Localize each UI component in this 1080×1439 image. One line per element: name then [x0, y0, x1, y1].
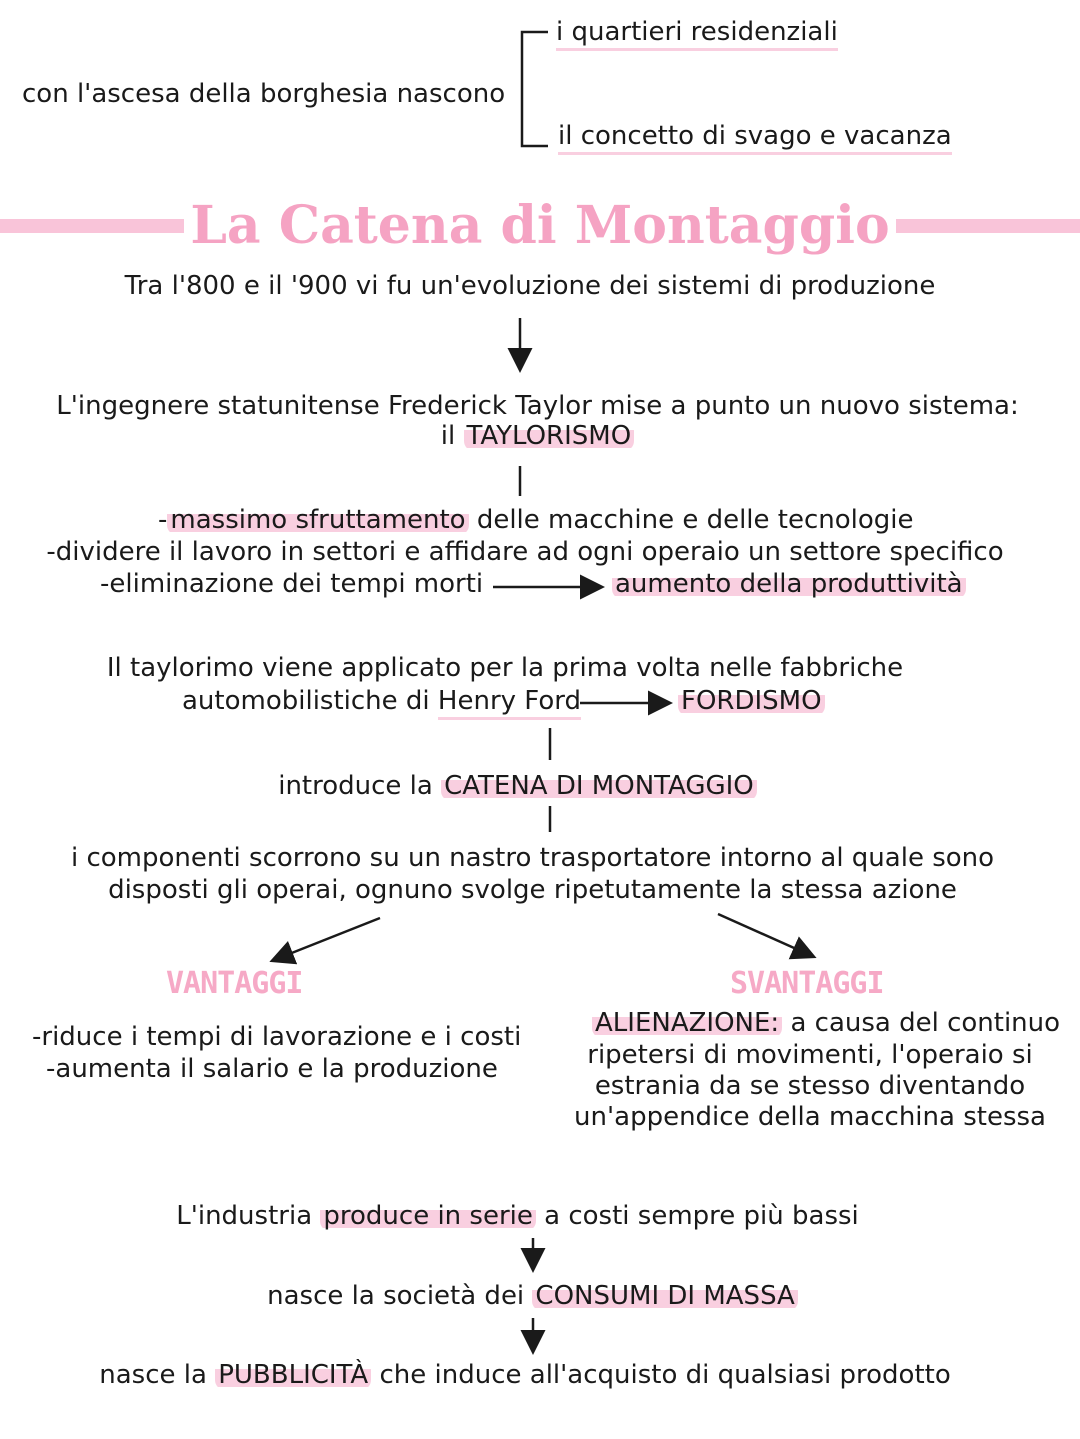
point-3-result [612, 568, 966, 600]
svantaggi-line-3: estrania da se stesso diventando [594, 1071, 1026, 1101]
point-3-result-text: aumento della produttività [612, 569, 966, 599]
fordismo-term: FORDISMO [678, 686, 825, 716]
catena-prefix: introduce la [278, 771, 442, 801]
consumi-di-massa: CONSUMI DI MASSA [532, 1281, 797, 1311]
statement-evoluzione: Tra l'800 e il '900 vi fu un'evoluzione dei sistemi di produzione [124, 271, 936, 301]
branch-residenziali [556, 16, 838, 48]
branch-svago [558, 120, 952, 152]
produce-in-serie: produce in serie [320, 1201, 536, 1231]
bottom-2-prefix: nasce la società dei [267, 1281, 533, 1311]
point-1 [158, 504, 914, 536]
svantaggi-line-2: ripetersi di movimenti, l'operaio si [587, 1040, 1033, 1070]
svantaggi-line-1 [592, 1007, 1060, 1039]
point-1-rest: delle macchine e delle tecnologie [468, 505, 914, 535]
taylorismo-line [0, 420, 1075, 452]
point-3: -eliminazione dei tempi morti [100, 569, 484, 599]
page-title [0, 188, 1080, 264]
svantaggi-line-1-rest: a causa del continuo [782, 1008, 1061, 1038]
henry-ford: Henry Ford [438, 686, 581, 720]
ford-line-2-prefix: automobilistiche di [182, 686, 438, 716]
bottom-line-2 [0, 1280, 1065, 1312]
alienazione-term: ALIENAZIONE: [592, 1008, 782, 1038]
vantaggi-heading: VANTAGGI [166, 966, 303, 1001]
bottom-line-3 [0, 1359, 1050, 1391]
bottom-1-rest: a costi sempre più bassi [535, 1201, 859, 1231]
point-1-dash: - [158, 505, 168, 535]
desc-line-1: i componenti scorrono su un nastro trasportatore intorno al quale sono [70, 843, 995, 873]
bottom-line-1 [0, 1200, 1035, 1232]
bottom-3-rest: che induce all'acquisto di qualsiasi prodotto [371, 1360, 951, 1390]
desc-line-2: disposti gli operai, ognuno svolge ripetutamente la stessa azione [108, 875, 957, 905]
svantaggi-line-4: un'appendice della macchina stessa [574, 1102, 1046, 1132]
pubblicita: PUBBLICITÀ [215, 1360, 371, 1390]
point-2: -dividere il lavoro in settori e affidare ad ogni operaio un settore specifico [46, 537, 1004, 567]
fordismo [678, 685, 825, 717]
catena-term: CATENA DI MONTAGGIO [441, 771, 757, 801]
vantaggi-item-1: -riduce i tempi di lavorazione e i costi [32, 1022, 522, 1052]
taylorismo-term: TAYLORISMO [464, 421, 635, 451]
ford-line-1: Il taylorimo viene applicato per la prima volta nelle fabbriche [106, 653, 904, 683]
branch-label-2: il concetto di svago e vacanza [558, 121, 952, 155]
svantaggi-heading: SVANTAGGI [730, 966, 884, 1001]
intro-text: con l'ascesa della borghesia nascono [22, 79, 506, 109]
arrow-left-diag [274, 918, 380, 960]
catena-line [0, 770, 1035, 802]
branch-label-1: i quartieri residenziali [556, 17, 838, 51]
bottom-3-prefix: nasce la [99, 1360, 216, 1390]
statement-taylor: L'ingegnere statunitense Frederick Taylor mise a punto un nuovo sistema: [56, 391, 1019, 421]
taylorismo-prefix: il [440, 421, 464, 451]
ford-line-2 [182, 685, 581, 717]
bracket [522, 32, 548, 146]
point-1-highlight: massimo sfruttamento [167, 505, 468, 535]
bottom-1-prefix: L'industria [176, 1201, 321, 1231]
vantaggi-item-2: -aumenta il salario e la produzione [46, 1054, 498, 1084]
page-title-text: La Catena di Montaggio [184, 195, 895, 256]
arrow-right-diag [718, 914, 812, 956]
